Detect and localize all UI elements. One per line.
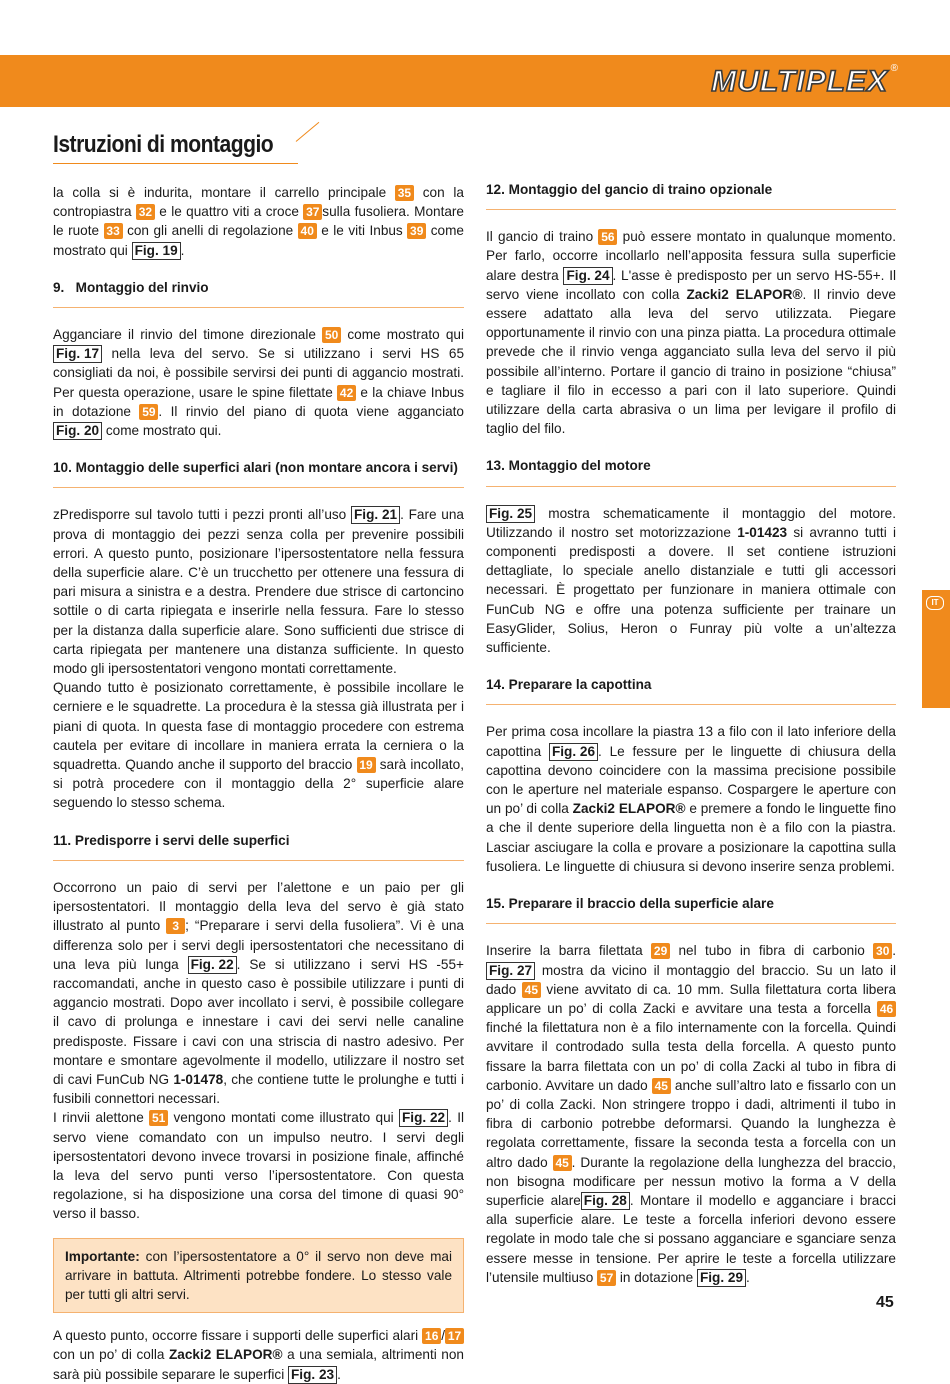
section-12-text (486, 227, 896, 438)
figure-reference: Fig. 22 (399, 1109, 448, 1127)
intro-paragraph (53, 183, 464, 260)
figure-reference: Fig. 27 (486, 962, 535, 980)
header-bar (0, 55, 950, 107)
part-number-badge: 37 (303, 204, 322, 220)
text-run: mostra schematicamente il montaggio del motore. Utilizzando il nostro set motorizzazione (486, 505, 896, 540)
text-run: . Il rinvio del piano di quota viene agganciato (158, 403, 464, 419)
bold-term: 1-01478 (173, 1071, 224, 1087)
text-run: viene avvitato di ca. 10 mm. Sulla filettatura corta libera applicare un po’ di colla Zacki e avvitare una testa a forcella (486, 981, 896, 1016)
section-15-text (486, 941, 896, 1287)
section-11-text-a (53, 878, 464, 1108)
figure-reference: Fig. 20 (53, 422, 102, 440)
part-number-badge: 3 (166, 918, 185, 934)
figure-reference: Fig. 22 (188, 956, 237, 974)
section-11-text-b (53, 1108, 464, 1223)
text-run: sarà incollato, si potrà procedere con il montaggio della 2° superficie alare seguendo lo stesso schema. (53, 757, 464, 811)
part-number-badge: 45 (522, 982, 541, 998)
text-run: . Se si utilizzano i servi HS -55+ raccomandati, anche in questo caso è possibile utilizzare i punti di aggancio mostrati. Dopo aver incollato i servi, è possibile collegare il cavo di prolunga e innestare i cavi dei servi nelle canaline predisposte. Fissare i cavi con una striscia di nastro adesivo. Per montare e smontare agevolmente il modello, utilizzare il nostro set di cavi FunCub NG (53, 956, 464, 1087)
bold-term: Zacki2 ELAPOR® (168, 1347, 283, 1363)
important-label: Importante: (65, 1248, 140, 1264)
text-run: . Il servo viene comandato con un impulso neutro. I servi degli ipersostentatori devono invece trovarsi in posizione finale, affinché la leva del servo punti verso l’ipersostentatore. Con questa regolazione, si ha disposizione una corsa del timone di quasi 90° verso il basso. (53, 1110, 464, 1222)
text-run: . (337, 1366, 341, 1382)
text-run: . Montare il modello e agganciare i bracci alla superficie alare. Le teste a forcella inferiori devono essere regolate in modo tale che si possano agganciare e sganciare senza essere messe in tensione. Per aprire le teste a forcella utilizzare l’utensile multiuso (486, 1192, 896, 1285)
figure-reference: Fig. 25 (486, 505, 535, 523)
figure-reference: Fig. 28 (581, 1192, 630, 1210)
text-run: nella leva del servo. Se si utilizzano i servi HS 65 consigliati da noi, è possibile servirsi dei punti di aggancio mostrati. Per questa operazione, usare le spine filettate (53, 346, 464, 400)
part-number-badge: 59 (139, 404, 158, 420)
final-paragraph (53, 1326, 464, 1384)
section-13-text (486, 504, 896, 658)
part-number-badge: 33 (104, 223, 123, 239)
text-run: a una semiala, altrimenti non sarà più possibile separare le superfici (53, 1347, 464, 1382)
part-number-badge: 51 (149, 1110, 168, 1126)
text-run: e premere a fondo le linguette fino a che il dente superiore della linguetta non è a filo con la piastra. Lasciar asciugare la colla e provare a posizionare la capottina sulla fusoliera. Le linguette di chiusura si devono inserire senza problemi. (486, 801, 896, 874)
section-10-heading: 10. Montaggio delle superfici alari (non montare ancora i servi) (53, 458, 464, 488)
text-run: con un po’ di colla (53, 1347, 169, 1363)
text-run: , che contiene tutte le prolunghe e tutti i fusibili connettori necessari. (53, 1071, 464, 1107)
left-column (53, 183, 464, 1384)
text-run: . (746, 1269, 750, 1285)
part-number-badge: 45 (553, 1155, 572, 1171)
page-number: 45 (876, 1294, 894, 1311)
text-run: con gli anelli di regolazione (122, 223, 298, 239)
figure-reference: Fig. 23 (288, 1366, 337, 1384)
text-run: anche sull’altro lato e fissarlo con un po’ di colla Zacki. Non stringere troppo i dadi, altrimenti il tubo in fibra di carbonio potrebbe deformarsi. Quando la lunghezza è regolata correttamente, fissare la seconda testa a forcella con un altro dado (486, 1077, 896, 1170)
multiplex-logo: MULTIPLEX (711, 65, 888, 98)
text-run: I rinvii alettone (53, 1110, 150, 1126)
section-13-heading: 13. Montaggio del motore (486, 456, 896, 486)
bold-term: Zacki2 ELAPOR® (572, 801, 686, 817)
figure-reference: Fig. 29 (697, 1269, 746, 1287)
section-14-heading: 14. Preparare la capottina (486, 675, 896, 705)
right-column (486, 180, 896, 1287)
page-title: Istruzioni di montaggio (53, 131, 274, 158)
part-number-badge: 17 (445, 1328, 464, 1344)
bold-term: 1-01423 (737, 524, 788, 540)
text-run: Occorrono un paio di servi per l’alettone e un paio per gli ipersostentatori. Il montaggio della leva del servo è già stato illustrato al punto (53, 879, 464, 934)
text-run: vengono montati come illustrato qui (168, 1110, 399, 1126)
part-number-badge: 32 (136, 204, 155, 220)
text-run: A questo punto, occorre fissare i supporti delle superfici alari (53, 1328, 423, 1344)
text-run: . Il rinvio deve essere adattato alla leva del servo utilizzata. Piegare opportunamente il rinvio con una pinza piatta. La procedura ottimale prevede che il rinvio venga agganciato sulla leva del servo il più possibile all’interno. Portare il gancio di traino in posizione “chiusa” e tagliare il filo in eccesso a pari con il lato superiore. Quindi utilizzare della carta abrasiva o un lima per levigare il profilo di taglio del filo. (486, 286, 896, 437)
section-14-text (486, 722, 896, 876)
text-run: finché la filettatura non è a filo internamente con la forcella. Quindi avvitare il controdado sulla testa della forcella. A questo punto fissare la barra filettata con un po’ di colla Zacki al tubo in fibra di carbonio. Avvitare un dado (486, 1020, 896, 1093)
text-run: come mostrato qui (341, 327, 464, 343)
text-run: Il gancio di traino (486, 229, 599, 245)
section-12-heading: 12. Montaggio del gancio di traino opzionale (486, 180, 896, 210)
text-run: può essere montato in qualunque momento. Per farlo, occorre incollarlo nell’apposita fessura sulla superficie alare destra (486, 229, 896, 283)
text-run: in dotazione (616, 1269, 697, 1285)
part-number-badge: 42 (337, 385, 356, 401)
part-number-badge: 40 (298, 223, 317, 239)
text-run: . Le fessure per le linguette di chiusura della capottina devono coincidere con la massima precisione possibile con le aperture nel materiale espanso. Cospargere le aperture con un po’ di colla (486, 743, 896, 817)
text-run: zPredisporre sul tavolo tutti i pezzi pronti all’uso (53, 507, 351, 523)
important-note-box (53, 1238, 464, 1314)
figure-reference: Fig. 19 (132, 242, 181, 260)
section-10-text-b (53, 678, 464, 812)
text-run: / (441, 1328, 445, 1344)
part-number-badge: 39 (407, 223, 426, 239)
bold-term: Zacki2 ELAPOR® (686, 286, 803, 302)
figure-reference: Fig. 24 (563, 267, 612, 285)
language-badge: IT (926, 596, 944, 610)
part-number-badge: 46 (877, 1001, 896, 1017)
text-run: come mostrato qui (53, 223, 464, 258)
part-number-badge: 57 (597, 1270, 616, 1286)
text-run: come mostrato qui. (102, 423, 222, 439)
text-run: ; “Preparare i servi della fusoliera”. Vi è una differenza solo per i servi degli ipersostentatori che necessitano di una leva più lunga (53, 918, 464, 972)
part-number-badge: 30 (873, 943, 892, 959)
section-10-text-a (53, 505, 464, 678)
part-number-badge: 45 (652, 1078, 671, 1094)
title-underline-slant (296, 122, 320, 142)
figure-reference: Fig. 21 (351, 506, 400, 524)
text-run: con la contropiastra (53, 185, 464, 220)
title-underline (53, 163, 298, 164)
section-11-heading: 11. Predisporre i servi delle superfici (53, 831, 464, 861)
section-9-heading: 9. Montaggio del rinvio (53, 278, 464, 308)
text-run: Agganciare il rinvio del timone direzionale (53, 327, 323, 343)
important-text: con l’ipersostentatore a 0° il servo non deve mai arrivare in battuta. Altrimenti potrebbe fondere. Lo stesso vale per tutti gli altri servi. (65, 1248, 452, 1302)
figure-reference: Fig. 26 (549, 743, 598, 761)
part-number-badge: 56 (598, 229, 617, 245)
text-run: nel tubo in fibra di carbonio (670, 943, 874, 959)
part-number-badge: 29 (651, 943, 670, 959)
section-15-heading: 15. Preparare il braccio della superficie alare (486, 894, 896, 924)
text-run: . Fare una prova di montaggio dei pezzi senza colla per prevenire possibili errori. A questo punto, posizionare l’ipersostentatore nella fessura della superficie alare. C’è un trucchetto per ottenere una fessura di pari misura a sinistra e a destra. Prendere due strisce di cartoncino sottile o di carta ripiegata e inserirle nella fessura. Fare lo stesso per la distanza dalla superficie alare. Sono sufficienti due strisce di carta ripiegata per mantenere una distanza sufficiente. In questo modo gli ipersostentatori vengono montati correttamente. (53, 507, 464, 677)
part-number-badge: 16 (422, 1328, 441, 1344)
text-run: mostra da vicino il montaggio del braccio. Su un lato il dado (486, 962, 896, 997)
registered-mark: ® (890, 63, 898, 74)
part-number-badge: 50 (322, 327, 341, 343)
text-run: si avranno tutti i componenti predisposti a dovere. Il set contiene istruzioni dettagliate, lo speciale anello distanziale e tutti gli accessori necessari. È progettato per funzionare in maniera ottimale con FunCub NG e offre una potenza sufficiente per trainare un EasyGlider, Solius, Heron o Funray più volte a un’altezza sufficiente. (486, 524, 897, 656)
text-run: Inserire la barra filettata (486, 943, 652, 959)
text-run: e le viti Inbus (316, 223, 408, 239)
text-run: e le quattro viti a croce (154, 204, 304, 220)
part-number-badge: 35 (395, 185, 414, 201)
text-run: . Durante la regolazione della lunghezza del braccio, non bisogna modificare per nessun motivo la forma a V della superficie alare (486, 1154, 896, 1208)
text-run: . L'asse è predisposto per un servo HS-55+. Il servo viene incollato con colla (486, 267, 896, 302)
section-9-text (53, 325, 464, 440)
text-run: sulla fusoliera. Montare le ruote (53, 204, 464, 239)
text-run: la colla si è indurita, montare il carrello principale (53, 185, 395, 200)
text-run: . (892, 943, 896, 959)
part-number-badge: 19 (357, 757, 376, 773)
text-run: . (180, 242, 185, 258)
text-run: Quando tutto è posizionato correttamente, è possibile incollare le cerniere e le squadrette. La procedura è la stessa già illustrata per i piani di quota. In questa fase di montaggio procedere con estrema cautela per evitare di incollare in maniera errata la cerniera o la squadretta. Quando anche il supporto del braccio (53, 680, 464, 773)
figure-reference: Fig. 17 (53, 345, 102, 363)
text-run: e la chiave Inbus in dotazione (53, 384, 464, 419)
text-run: Per prima cosa incollare la piastra 13 a filo con il lato inferiore della capottina (486, 724, 896, 759)
